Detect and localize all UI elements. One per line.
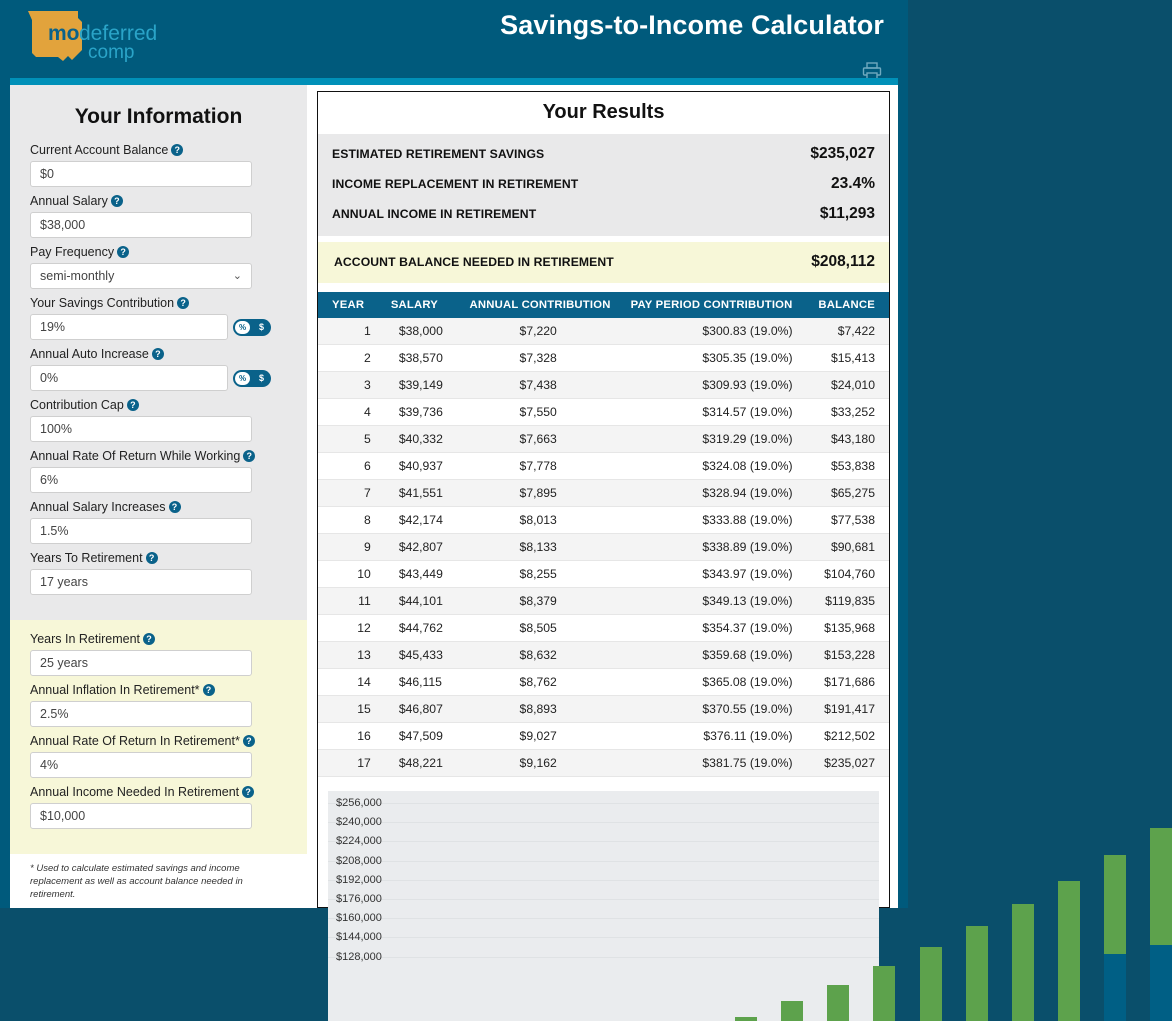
form-field [30, 632, 287, 676]
table-row [318, 480, 889, 507]
form-field [30, 500, 287, 544]
column-header-year: YEAR [318, 292, 381, 318]
text-input[interactable]: 100% [30, 416, 252, 442]
field-label [30, 734, 287, 749]
summary-label: ANNUAL INCOME IN RETIREMENT [332, 207, 536, 221]
cell-year: 17 [318, 750, 381, 777]
chart-gridline [328, 803, 879, 804]
field-label [30, 296, 287, 311]
svg-text:deferred: deferred [79, 22, 157, 45]
cell-salary: $38,000 [381, 318, 460, 345]
cell-year: 3 [318, 372, 381, 399]
text-input[interactable]: 17 years [30, 569, 252, 595]
form-field [30, 683, 287, 727]
table-row [318, 345, 889, 372]
cell-salary: $42,807 [381, 534, 460, 561]
form-field [30, 785, 287, 829]
input-with-unit-toggle [30, 314, 287, 340]
field-label [30, 398, 287, 413]
field-label [30, 551, 287, 566]
cell-annual-contribution: $8,632 [460, 642, 621, 669]
cell-balance: $65,275 [803, 480, 889, 507]
field-label [30, 347, 287, 362]
account-balance-needed-label: ACCOUNT BALANCE NEEDED IN RETIREMENT [334, 255, 614, 269]
form-field [30, 143, 287, 187]
page-header [0, 0, 908, 78]
help-icon[interactable]: ? [152, 348, 164, 360]
cell-year: 1 [318, 318, 381, 345]
chart-bar-segment-needed [1104, 954, 1126, 1021]
table-row [318, 318, 889, 345]
cell-salary: $40,937 [381, 453, 460, 480]
cell-balance: $53,838 [803, 453, 889, 480]
cell-salary: $45,433 [381, 642, 460, 669]
content-area [10, 85, 898, 908]
field-label-text: Annual Income Needed In Retirement [30, 785, 239, 799]
cell-balance: $33,252 [803, 399, 889, 426]
cell-balance: $24,010 [803, 372, 889, 399]
account-balance-needed-row [318, 242, 889, 283]
chart-bar-segment-balance [1012, 904, 1034, 1021]
chart-y-axis-tick-label: $224,000 [336, 835, 382, 847]
cell-balance: $7,422 [803, 318, 889, 345]
input-with-unit-toggle [30, 365, 287, 391]
chart-bar-segment-balance [781, 1001, 803, 1021]
cell-pay-period-contribution: $314.57 (19.0%) [621, 399, 803, 426]
cell-salary: $46,807 [381, 696, 460, 723]
accent-rule [10, 78, 898, 85]
cell-salary: $39,149 [381, 372, 460, 399]
cell-annual-contribution: $8,893 [460, 696, 621, 723]
cell-annual-contribution: $9,027 [460, 723, 621, 750]
field-label-text: Years In Retirement [30, 632, 140, 646]
field-label-text: Contribution Cap [30, 398, 124, 412]
cell-pay-period-contribution: $370.55 (19.0%) [621, 696, 803, 723]
cell-annual-contribution: $7,328 [460, 345, 621, 372]
page-title: Savings-to-Income Calculator [500, 10, 884, 41]
cell-balance: $191,417 [803, 696, 889, 723]
chart-y-axis-tick-label: $208,000 [336, 855, 382, 867]
cell-pay-period-contribution: $328.94 (19.0%) [621, 480, 803, 507]
cell-year: 13 [318, 642, 381, 669]
chart-gridline [328, 861, 879, 862]
cell-balance: $77,538 [803, 507, 889, 534]
percent-dollar-toggle[interactable] [233, 319, 271, 336]
cell-year: 6 [318, 453, 381, 480]
chart-gridline [328, 899, 879, 900]
cell-annual-contribution: $7,550 [460, 399, 621, 426]
chart-bar-segment-balance [735, 1017, 757, 1021]
field-label-text: Current Account Balance [30, 143, 168, 157]
chart-bar [920, 947, 942, 1021]
percent-dollar-toggle[interactable] [233, 370, 271, 387]
sidebar-title: Your Information [30, 105, 287, 129]
field-label-text: Annual Rate Of Return In Retirement* [30, 734, 240, 748]
text-input[interactable]: 19% [30, 314, 228, 340]
cell-salary: $38,570 [381, 345, 460, 372]
chart-gridline [328, 822, 879, 823]
cell-balance: $153,228 [803, 642, 889, 669]
cell-salary: $43,449 [381, 561, 460, 588]
table-row [318, 669, 889, 696]
cell-annual-contribution: $7,438 [460, 372, 621, 399]
summary-value: $11,293 [820, 205, 875, 223]
cell-year: 8 [318, 507, 381, 534]
cell-pay-period-contribution: $319.29 (19.0%) [621, 426, 803, 453]
cell-pay-period-contribution: $359.68 (19.0%) [621, 642, 803, 669]
cell-pay-period-contribution: $338.89 (19.0%) [621, 534, 803, 561]
cell-annual-contribution: $8,762 [460, 669, 621, 696]
table-header-row [318, 292, 889, 318]
field-label [30, 245, 287, 260]
chart-bar [873, 966, 895, 1021]
cell-year: 12 [318, 615, 381, 642]
chart-y-axis-tick-label: $240,000 [336, 816, 382, 828]
cell-pay-period-contribution: $300.83 (19.0%) [621, 318, 803, 345]
cell-pay-period-contribution: $381.75 (19.0%) [621, 750, 803, 777]
cell-annual-contribution: $8,255 [460, 561, 621, 588]
chart-bar [1058, 881, 1080, 1021]
text-input[interactable]: $38,000 [30, 212, 252, 238]
cell-annual-contribution: $8,133 [460, 534, 621, 561]
chart-bar-segment-balance [1058, 881, 1080, 1021]
cell-year: 4 [318, 399, 381, 426]
text-input[interactable]: 25 years [30, 650, 252, 676]
chart-gridline [328, 957, 879, 958]
cell-year: 9 [318, 534, 381, 561]
cell-year: 2 [318, 345, 381, 372]
help-icon[interactable]: ? [117, 246, 129, 258]
cell-year: 10 [318, 561, 381, 588]
cell-balance: $171,686 [803, 669, 889, 696]
field-label [30, 194, 287, 209]
summary-row [332, 139, 875, 169]
chart-bar [827, 985, 849, 1021]
chart-bar-segment-balance [873, 966, 895, 1021]
cell-annual-contribution: $8,013 [460, 507, 621, 534]
field-label [30, 449, 287, 464]
toggle-dollar-option[interactable]: $ [254, 321, 269, 334]
cell-pay-period-contribution: $365.08 (19.0%) [621, 669, 803, 696]
cell-annual-contribution: $8,505 [460, 615, 621, 642]
balance-chart [328, 791, 879, 1021]
field-label-text: Annual Inflation In Retirement* [30, 683, 200, 697]
help-icon[interactable]: ? [177, 297, 189, 309]
chart-y-axis-tick-label: $192,000 [336, 874, 382, 886]
chart-y-axis-tick-label: $160,000 [336, 912, 382, 924]
column-header-salary: SALARY [381, 292, 460, 318]
summary-row [332, 199, 875, 229]
column-header-balance: BALANCE [803, 292, 889, 318]
table-row [318, 561, 889, 588]
table-row [318, 588, 889, 615]
results-title: Your Results [318, 92, 889, 134]
form-field [30, 296, 287, 340]
summary-label: ESTIMATED RETIREMENT SAVINGS [332, 147, 544, 161]
text-input[interactable]: 6% [30, 467, 252, 493]
cell-year: 7 [318, 480, 381, 507]
chart-y-axis-tick-label: $176,000 [336, 893, 382, 905]
account-balance-needed-value: $208,112 [811, 253, 875, 271]
select-value: semi-monthly [40, 269, 114, 283]
cell-balance: $235,027 [803, 750, 889, 777]
cell-salary: $42,174 [381, 507, 460, 534]
toggle-percent-option[interactable]: % [235, 372, 250, 385]
chart-bar [1104, 855, 1126, 1021]
chart-bar [1150, 828, 1172, 1021]
chart-bar [735, 1017, 757, 1021]
chart-bar-segment-balance [966, 926, 988, 1021]
form-field [30, 245, 287, 289]
summary-row [332, 169, 875, 199]
form-field [30, 734, 287, 778]
cell-salary: $46,115 [381, 669, 460, 696]
help-icon[interactable]: ? [203, 684, 215, 696]
cell-balance: $135,968 [803, 615, 889, 642]
help-icon[interactable]: ? [171, 144, 183, 156]
table-row [318, 534, 889, 561]
projection-table [318, 292, 889, 777]
table-row [318, 453, 889, 480]
chevron-down-icon: ⌄ [233, 264, 242, 288]
field-label-text: Annual Salary Increases [30, 500, 166, 514]
svg-text:mo: mo [48, 22, 80, 45]
chart-bar [966, 926, 988, 1021]
chart-bar-segment-balance [1150, 828, 1172, 944]
sidebar-footnote: * Used to calculate estimated savings and income replacement as well as account balance needed in retirement. [10, 854, 307, 901]
cell-balance: $119,835 [803, 588, 889, 615]
help-icon[interactable]: ? [243, 450, 255, 462]
help-icon[interactable]: ? [169, 501, 181, 513]
help-icon[interactable]: ? [143, 633, 155, 645]
form-field [30, 194, 287, 238]
summary-label: INCOME REPLACEMENT IN RETIREMENT [332, 177, 578, 191]
chart-bar-segment-balance [827, 985, 849, 1021]
results-summary [318, 134, 889, 236]
field-label-text: Years To Retirement [30, 551, 143, 565]
text-input[interactable]: $0 [30, 161, 252, 187]
form-field [30, 449, 287, 493]
chart-bar [1012, 904, 1034, 1021]
cell-pay-period-contribution: $354.37 (19.0%) [621, 615, 803, 642]
text-input[interactable]: 0% [30, 365, 228, 391]
toggle-dollar-option[interactable]: $ [254, 372, 269, 385]
table-row [318, 372, 889, 399]
text-input[interactable]: $10,000 [30, 803, 252, 829]
cell-year: 5 [318, 426, 381, 453]
chart-gridline [328, 841, 879, 842]
cell-balance: $104,760 [803, 561, 889, 588]
table-row [318, 642, 889, 669]
cell-balance: $90,681 [803, 534, 889, 561]
cell-pay-period-contribution: $333.88 (19.0%) [621, 507, 803, 534]
text-input[interactable]: 4% [30, 752, 252, 778]
results-card [317, 91, 890, 908]
form-field [30, 398, 287, 442]
cell-pay-period-contribution: $324.08 (19.0%) [621, 453, 803, 480]
cell-pay-period-contribution: $376.11 (19.0%) [621, 723, 803, 750]
field-label [30, 143, 287, 158]
table-row [318, 723, 889, 750]
form-field [30, 551, 287, 595]
cell-salary: $48,221 [381, 750, 460, 777]
chart-gridline [328, 880, 879, 881]
your-information-panel [10, 85, 307, 908]
field-label [30, 632, 287, 647]
help-icon[interactable]: ? [242, 786, 254, 798]
cell-salary: $39,736 [381, 399, 460, 426]
cell-pay-period-contribution: $343.97 (19.0%) [621, 561, 803, 588]
cell-year: 14 [318, 669, 381, 696]
cell-balance: $43,180 [803, 426, 889, 453]
help-icon[interactable]: ? [243, 735, 255, 747]
cell-balance: $15,413 [803, 345, 889, 372]
cell-year: 16 [318, 723, 381, 750]
svg-text:comp: comp [88, 42, 134, 63]
chart-gridline [328, 918, 879, 919]
chart-y-axis-tick-label: $256,000 [336, 797, 382, 809]
table-row [318, 507, 889, 534]
cell-pay-period-contribution: $305.35 (19.0%) [621, 345, 803, 372]
cell-salary: $41,551 [381, 480, 460, 507]
help-icon[interactable]: ? [146, 552, 158, 564]
field-label-text: Annual Auto Increase [30, 347, 149, 361]
cell-annual-contribution: $7,778 [460, 453, 621, 480]
field-label [30, 500, 287, 515]
cell-pay-period-contribution: $309.93 (19.0%) [621, 372, 803, 399]
column-header-annual-contribution: ANNUAL CONTRIBUTION [460, 292, 621, 318]
cell-year: 11 [318, 588, 381, 615]
cell-salary: $47,509 [381, 723, 460, 750]
text-input[interactable]: 2.5% [30, 701, 252, 727]
cell-annual-contribution: $9,162 [460, 750, 621, 777]
text-input[interactable]: 1.5% [30, 518, 252, 544]
column-header-pay-period-contribution: PAY PERIOD CONTRIBUTION [621, 292, 803, 318]
field-label-text: Your Savings Contribution [30, 296, 174, 310]
chart-y-axis-tick-label: $128,000 [336, 951, 382, 963]
field-label-text: Annual Salary [30, 194, 108, 208]
cell-pay-period-contribution: $349.13 (19.0%) [621, 588, 803, 615]
pay-frequency-select[interactable] [30, 263, 252, 289]
modeferredcomp-logo [22, 8, 182, 68]
field-label [30, 683, 287, 698]
cell-annual-contribution: $8,379 [460, 588, 621, 615]
cell-salary: $44,762 [381, 615, 460, 642]
table-row [318, 750, 889, 777]
retirement-assumptions-section [10, 620, 307, 854]
chart-bars [400, 791, 865, 1021]
cell-annual-contribution: $7,895 [460, 480, 621, 507]
table-row [318, 426, 889, 453]
table-row [318, 399, 889, 426]
chart-bar-segment-needed [1150, 945, 1172, 1021]
your-information-gray-section [10, 85, 307, 620]
field-label [30, 785, 287, 800]
cell-year: 15 [318, 696, 381, 723]
chart-bar [781, 1001, 803, 1021]
chart-plot-area [328, 791, 879, 1021]
cell-balance: $212,502 [803, 723, 889, 750]
table-row [318, 696, 889, 723]
chart-y-axis-tick-label: $144,000 [336, 931, 382, 943]
chart-gridline [328, 937, 879, 938]
summary-value: 23.4% [831, 175, 875, 193]
your-results-column [307, 85, 898, 908]
summary-value: $235,027 [810, 145, 875, 163]
cell-annual-contribution: $7,663 [460, 426, 621, 453]
cell-salary: $40,332 [381, 426, 460, 453]
help-icon[interactable]: ? [127, 399, 139, 411]
help-icon[interactable]: ? [111, 195, 123, 207]
toggle-percent-option[interactable]: % [235, 321, 250, 334]
cell-salary: $44,101 [381, 588, 460, 615]
field-label-text: Pay Frequency [30, 245, 114, 259]
table-row [318, 615, 889, 642]
field-label-text: Annual Rate Of Return While Working [30, 449, 240, 463]
chart-bar-segment-balance [920, 947, 942, 1021]
chart-bar-segment-balance [1104, 855, 1126, 954]
form-field [30, 347, 287, 391]
cell-annual-contribution: $7,220 [460, 318, 621, 345]
